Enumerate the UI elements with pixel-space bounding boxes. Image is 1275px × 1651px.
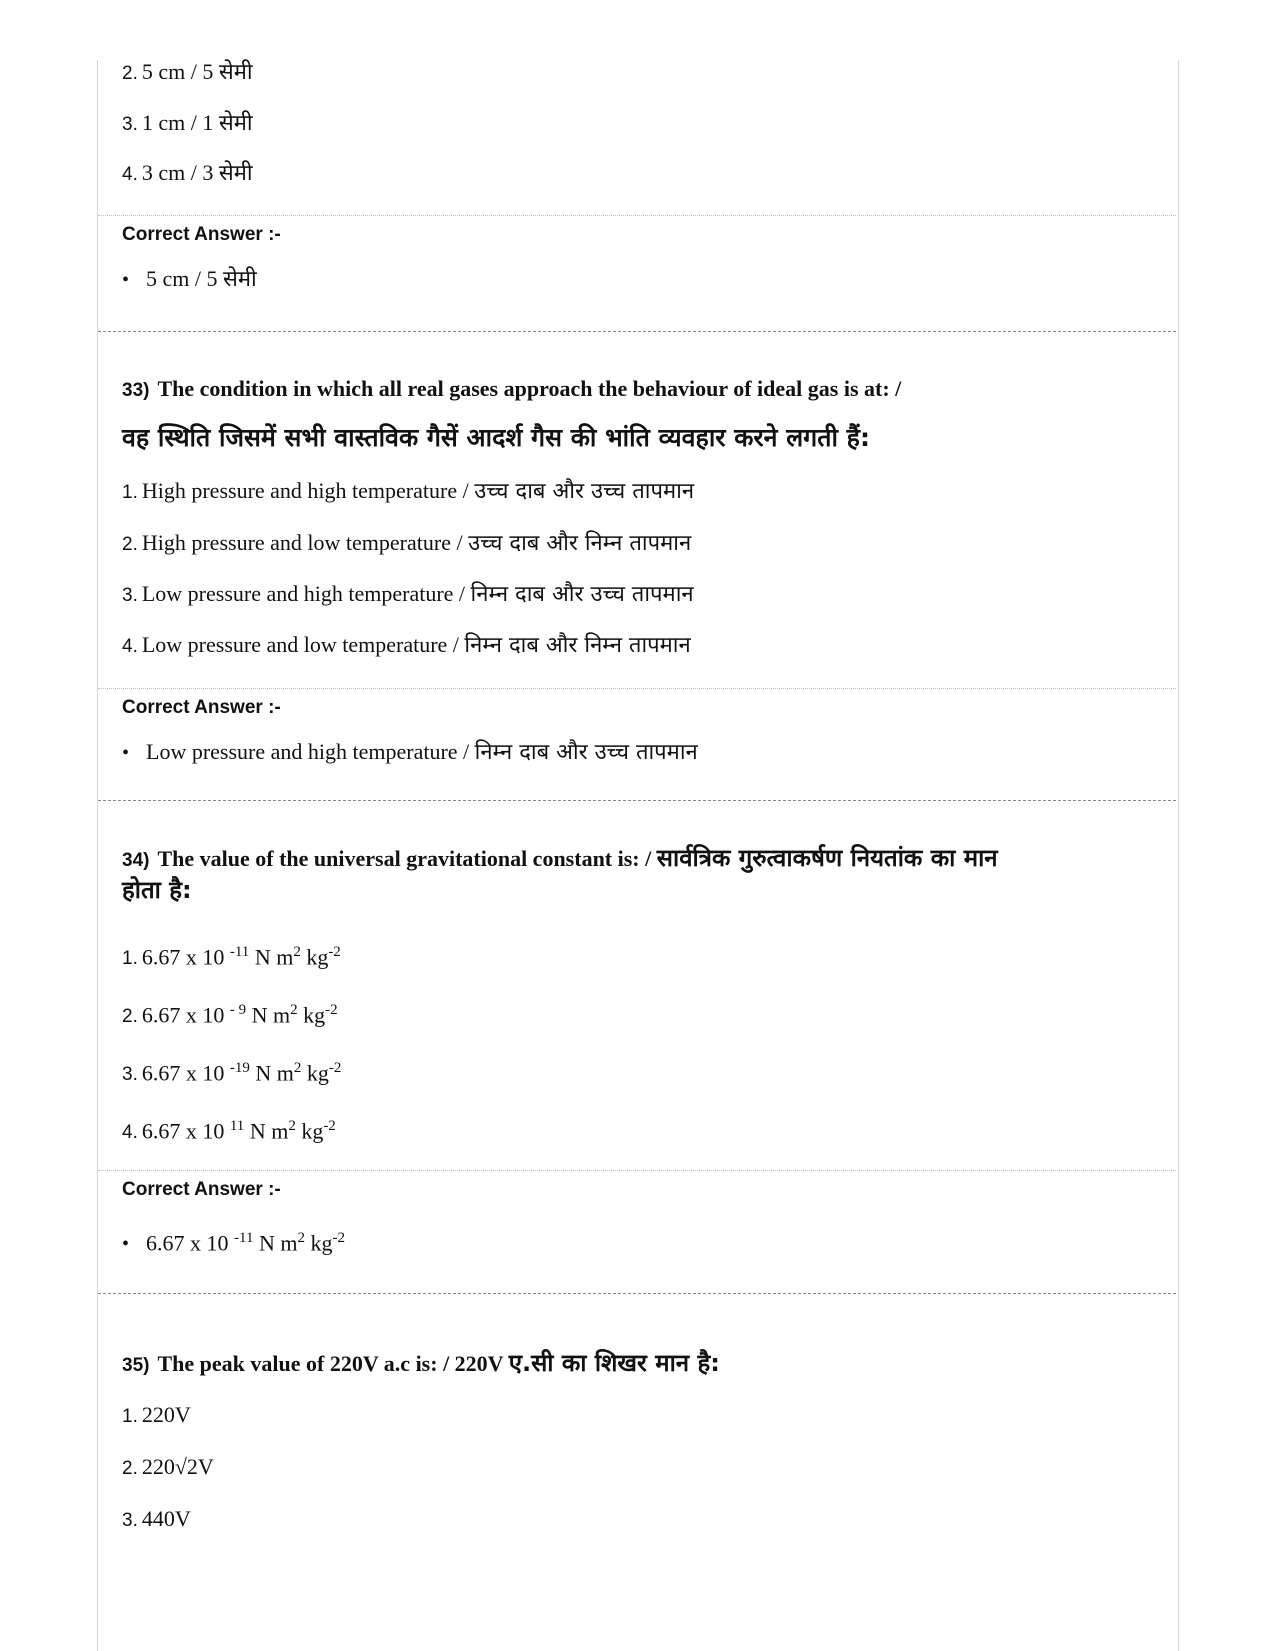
question-separator: [98, 1293, 1176, 1294]
bullet-icon: •: [122, 1233, 130, 1256]
q34-option-3[interactable]: 3. 6.67 x 10 $^{-19}$ N $m^2$ $kg^{-2}$: [122, 1060, 342, 1086]
correct-answer-label: Correct Answer :-: [122, 697, 281, 718]
q35-option-3[interactable]: 3. 440V: [122, 1506, 191, 1531]
q34-option-1[interactable]: 1. 6.67 x 10 $^{-11}$ N $m^2$ $kg^{-2}$: [122, 944, 341, 970]
q34-option-2[interactable]: 2. 6.67 x 10 $^{- 9}$ N $m^2$ $kg^{-2}$: [122, 1002, 338, 1028]
bullet-icon: •: [122, 742, 130, 764]
q32-option-2[interactable]: 2. 5 cm / 5 सेमी: [122, 59, 253, 85]
question-separator: [98, 800, 1176, 801]
q34-option-4[interactable]: 4. 6.67 x 10 $^{11}$ N $m^2$ $kg^{-2}$: [122, 1118, 336, 1144]
correct-answer-label: Correct Answer :-: [122, 224, 281, 245]
q32-option-3[interactable]: 3. 1 cm / 1 सेमी: [122, 110, 253, 136]
correct-answer-value: • 5 cm / 5 सेमी: [122, 266, 257, 292]
divider: [98, 215, 1176, 216]
q35-option-2[interactable]: 2. 220√2V: [122, 1454, 214, 1479]
question-title: 35) The peak value of 220V a.c is: / 220V ए.सी का शिखर मान है:: [122, 1349, 720, 1377]
q33-option-1[interactable]: 1. High pressure and high temperature / उच्च दाब और उच्च तापमान: [122, 478, 695, 504]
question-title: 34) The value of the universal gravitational constant is: / सार्वत्रिक गुरुत्वाकर्षण नियतांक का मान: [122, 844, 998, 872]
question-title: 33) The condition in which all real gases approach the behaviour of ideal gas is at: /: [122, 376, 902, 401]
question-separator: [98, 331, 1176, 332]
q32-option-4[interactable]: 4. 3 cm / 3 सेमी: [122, 160, 253, 186]
bullet-icon: •: [122, 269, 130, 291]
q35-option-1[interactable]: 1. 220V: [122, 1402, 191, 1427]
q33-option-2[interactable]: 2. High pressure and low temperature / उच्च दाब और निम्न तापमान: [122, 530, 692, 556]
correct-answer-value: • Low pressure and high temperature / निम्न दाब और उच्च तापमान: [122, 739, 698, 765]
q33-option-4[interactable]: 4. Low pressure and low temperature / निम्न दाब और निम्न तापमान: [122, 632, 691, 658]
correct-answer-label: Correct Answer :-: [122, 1179, 281, 1200]
divider: [98, 1170, 1176, 1171]
q33-option-3[interactable]: 3. Low pressure and high temperature / निम्न दाब और उच्च तापमान: [122, 581, 694, 607]
question-title-hindi: वह स्थिति जिसमें सभी वास्तविक गैसें आदर्श गैस की भांति व्यवहार करने लगती हैं:: [122, 423, 870, 452]
question-title-continued: होता है:: [122, 876, 192, 904]
divider: [98, 688, 1176, 689]
correct-answer-value: • 6.67 x 10 $^{-11}$ N $m^2$ $kg^{-2}$: [122, 1224, 345, 1258]
